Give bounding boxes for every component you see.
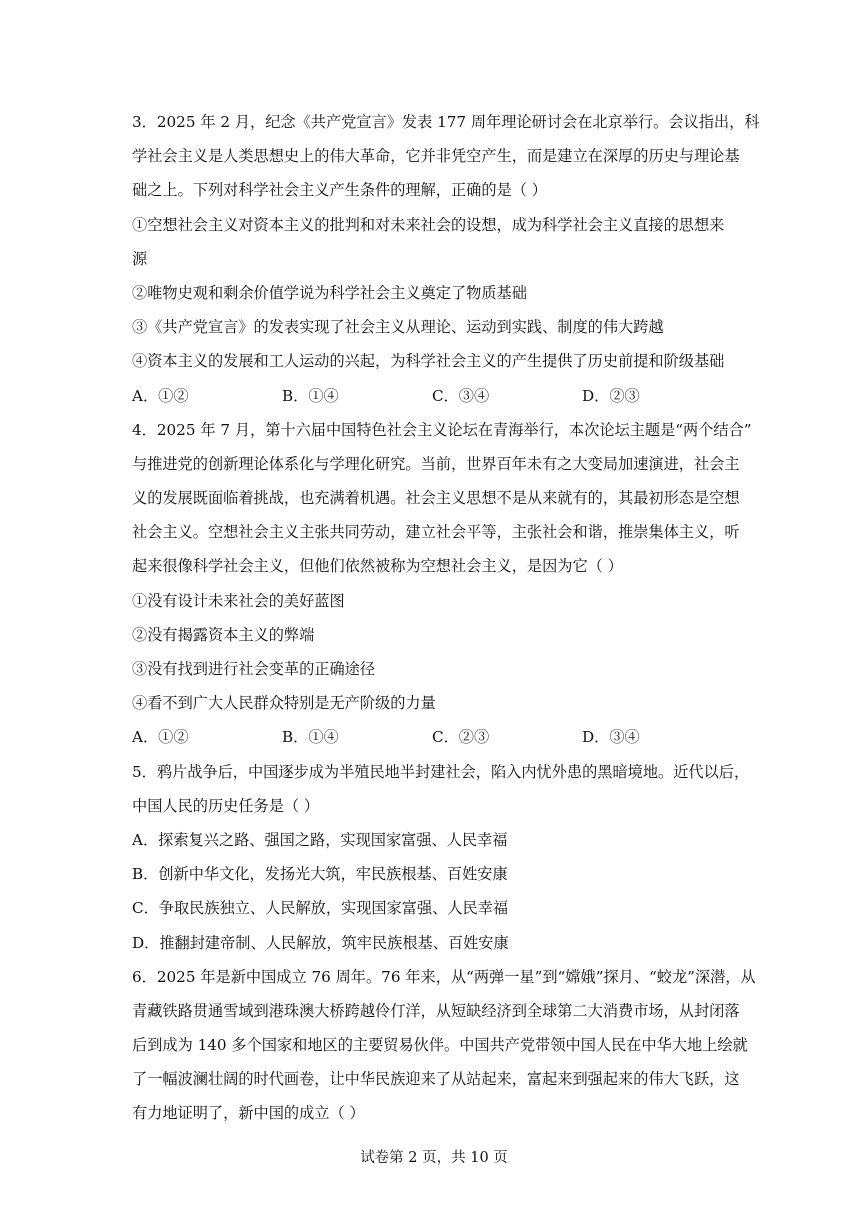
text-line: 社会主义。空想社会主义主张共同劳动，建立社会平等，主张社会和谐，推崇集体主义，听 (132, 523, 740, 542)
text-line: ②没有揭露资本主义的弊端 (132, 625, 315, 644)
text-line: 中国人民的历史任务是（ ） (132, 796, 320, 815)
page-footer: 试卷第 2 页，共 10 页 (360, 1150, 508, 1166)
text-line: 起来很像科学社会主义，但他们依然被称为空想社会主义，是因为它（ ） (132, 557, 623, 576)
q4-option-a[interactable]: A．①② (132, 728, 189, 747)
text-line: 6．2025 年是新中国成立 76 周年。76 年来，从“两弹一星”到“嫦娥”探月、“蛟龙”深潜，从 (132, 967, 756, 986)
q4-option-c[interactable]: C．②③ (432, 728, 490, 747)
text-line: ①空想社会主义对资本主义的批判和对未来社会的设想，成为科学社会主义直接的思想来 (132, 215, 725, 234)
text-line: 础之上。下列对科学社会主义产生条件的理解，正确的是（ ） (132, 181, 547, 200)
q4-options (132, 720, 760, 754)
q3-option-b[interactable]: B．①④ (282, 386, 339, 405)
text-line: ③《共产党宣言》的发表实现了社会主义从理论、运动到实践、制度的伟大跨越 (132, 318, 664, 337)
text-line: 源 (132, 249, 148, 268)
text-line: ③没有找到进行社会变革的正确途径 (132, 660, 375, 678)
q5-option-c[interactable]: C．争取民族独立、人民解放，实现国家富强、人民幸福 (132, 899, 509, 918)
q5-option-b[interactable]: B．创新中华文化，发扬光大筑，牢民族根基、百姓安康 (132, 865, 508, 884)
q3-option-d[interactable]: D．②③ (582, 386, 640, 405)
text-line: 后到成为 140 多个国家和地区的主要贸易伙伴。中国共产党带领中国人民在中华大地上绘就 (132, 1036, 748, 1055)
q5-option-a[interactable]: A．探索复兴之路、强国之路，实现国家富强、人民幸福 (132, 830, 508, 849)
text-line: ②唯物史观和剩余价值学说为科学社会主义奠定了物质基础 (132, 283, 527, 302)
q3-options (132, 379, 760, 413)
text-line: 了一幅波澜壮阔的时代画卷，让中华民族迎来了从站起来，富起来到强起来的伟大飞跃，这 (132, 1070, 740, 1089)
text-line: 学社会主义是人类思想史上的伟大革命，它并非凭空产生，而是建立在深厚的历史与理论基 (132, 147, 740, 166)
q3-option-c[interactable]: C．③④ (432, 386, 490, 405)
text-line: 有力地证明了，新中国的成立（ ） (132, 1104, 365, 1123)
text-line: 青藏铁路贯通雪域到港珠澳大桥跨越伶仃洋，从短缺经济到全球第二大消费市场，从封闭落 (132, 1001, 740, 1020)
text-line: 5．鸦片战争后，中国逐步成为半殖民地半封建社会，陷入内忧外患的黑暗境地。近代以后， (132, 762, 750, 781)
q3-option-a[interactable]: A．①② (132, 386, 189, 405)
text-line: 义的发展既面临着挑战，也充满着机遇。社会主义思想不是从来就有的，其最初形态是空想 (132, 489, 740, 508)
text-line: ④看不到广大人民群众特别是无产阶级的力量 (132, 694, 436, 713)
text-line: ①没有设计未来社会的美好蓝图 (132, 591, 345, 610)
text-line: ④资本主义的发展和工人运动的兴起，为科学社会主义的产生提供了历史前提和阶级基础 (132, 352, 725, 371)
q4-option-b[interactable]: B．①④ (282, 728, 339, 747)
q5-option-d[interactable]: D．推翻封建帝制、人民解放，筑牢民族根基、百姓安康 (132, 933, 509, 952)
text-line: 3．2025 年 2 月，纪念《共产党宣言》发表 177 周年理论研讨会在北京举行。会议指出，科 (132, 113, 760, 131)
text-line: 4．2025 年 7 月，第十六届中国特色社会主义论坛在青海举行，本次论坛主题是“两个结合” (132, 420, 752, 439)
text-line: 与推进党的创新理论体系化与学理化研究。当前，世界百年未有之大变局加速演进，社会主 (132, 454, 740, 473)
q4-option-d[interactable]: D．③④ (582, 728, 640, 747)
questions-area (132, 105, 760, 1131)
